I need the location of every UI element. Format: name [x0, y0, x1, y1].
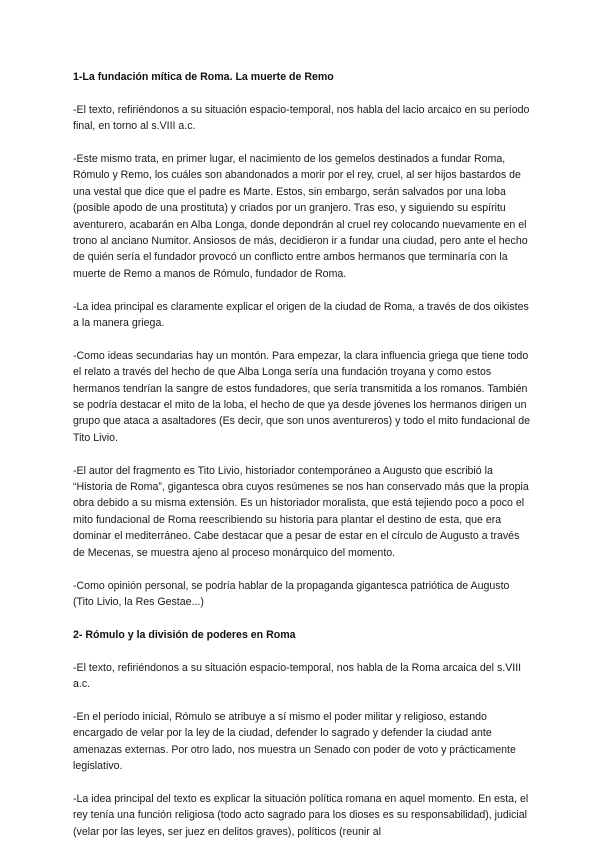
section-2-paragraph-summary: -En el período inicial, Rómulo se atribuye a sí mismo el poder militar y religioso, estando encargado de velar por la ley de la ciudad, defender lo sagrado y defender la ciudad ante amenazas externas. Por otro lado, nos muestra un Senado con poder de voto y prácticamente legislativo. [73, 710, 516, 772]
section-1-paragraph-secondary-ideas: -Como ideas secundarias hay un montón. Para empezar, la clara influencia griega que tiene todo el relato a través del hecho de que Alba Longa sería una fundación troyana y como estos hermanos tendrían la sangre de estos fundadores, que sería transmitida a los romanos. También se podría destacar el mito de la loba, el hecho de que ya desde jóvenes los hermanos dirigen un grupo que ataca a asaltadores (Es decir, que son unos aventureros) y todo el mito fundacional de Tito Livio. [73, 349, 530, 444]
section-1-paragraph-summary: -Este mismo trata, en primer lugar, el nacimiento de los gemelos destinados a fundar Roma, Rómulo y Remo, los cuáles son abandonados a morir por el rey, cruel, al ser hijos bastardos de una vestal que dice que el padre es Marte. Estos, sin embargo, serán salvados por una loba (posible apodo de una prostituta) y criados por un granjero. Tras eso, y siguiendo su espíritu aventurero, acabarán en Alba Longa, donde depondrán al cruel rey colocando nuevamente en el trono al anciano Numitor. Ansiosos de más, decidieron ir a fundar una ciudad, pero ante el hecho de quién sería el fundador provocó un conflicto entre ambos hermanos que terminaría con la muerte de Remo a manos de Rómulo, fundador de Roma. [73, 153, 528, 280]
section-1-paragraph-context: -El texto, refiriéndonos a su situación espacio-temporal, nos habla del lacio arcaico en su período final, en torno al s.VIII a.c. [73, 103, 530, 133]
section-1-heading: 1-La fundación mítica de Roma. La muerte de Remo [73, 71, 334, 83]
section-1-paragraph-opinion: -Como opinión personal, se podría hablar de la propaganda gigantesca patriótica de Augusto (Tito Livio, la Res Gestae...) [73, 579, 510, 608]
section-1-paragraph-main-idea: -La idea principal es claramente explicar el origen de la ciudad de Roma, a través de dos oikistes a la manera griega. [73, 300, 529, 330]
section-2-paragraph-context: -El texto, refiriéndonos a su situación espacio-temporal, nos habla de la Roma arcaica del s.VIII a.c. [73, 661, 522, 690]
document-body [73, 69, 533, 856]
section-1-paragraph-author: -El autor del fragmento es Tito Livio, historiador contemporáneo a Augusto que escribió la “Historia de Roma”, gigantesca obra cuyos resúmenes se nos han conservado más que la propia obra debido a su misma extensión. Es un historiador moralista, que está tejiendo poco a poco el mito fundacional de Roma reescribiendo su historia para plantar el destino de esta, que era dominar el mediterráneo. Cabe destacar que a pesar de estar en el círculo de Augusto a través de Mecenas, se muestra ajeno al proceso monárquico del momento. [73, 464, 529, 559]
section-2-heading: 2- Rómulo y la división de poderes en Roma [73, 628, 296, 641]
section-2-paragraph-main-idea: -La idea principal del texto es explicar la situación política romana en aquel momento. En esta, el rey tenía una función religiosa (todo acto sagrado para los dioses es su responsabilidad), judicial (velar por las leyes, ser juez en delitos graves), políticos (reunir al [73, 792, 529, 838]
